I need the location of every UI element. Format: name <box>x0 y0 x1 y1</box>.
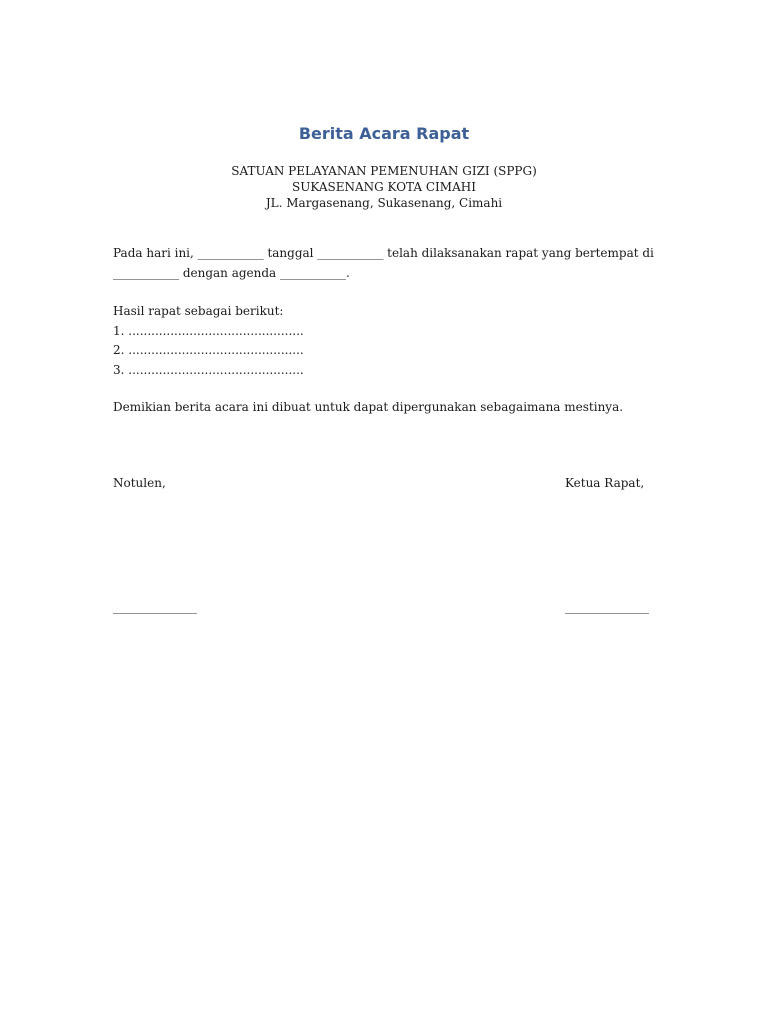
ketua-rapat-label: Ketua Rapat, <box>565 476 645 490</box>
results-item-1: 1. .............................................. <box>113 323 304 338</box>
opening-line-2: ___________ dengan agenda ___________. <box>113 265 350 280</box>
results-heading: Hasil rapat sebagai berikut: <box>113 304 284 318</box>
notulen-label: Notulen, <box>113 476 166 490</box>
results-item-2: 2. .............................................. <box>113 343 304 357</box>
document-title: Berita Acara Rapat <box>298 124 470 143</box>
ketua-rapat-signature-line: ______________ <box>565 600 649 614</box>
results-item-3: 3. .............................................. <box>113 362 304 377</box>
header-address: JL. Margasenang, Sukasenang, Cimahi <box>265 196 503 210</box>
header-organization-name: SATUAN PELAYANAN PEMENUHAN GIZI (SPPG) <box>231 164 537 178</box>
notulen-signature-line: ______________ <box>113 600 197 614</box>
organization-header <box>0 163 768 211</box>
closing-statement: Demikian berita acara ini dibuat untuk dapat dipergunakan sebagaimana mestinya. <box>113 400 624 414</box>
meeting-results <box>113 302 658 380</box>
opening-paragraph <box>113 244 658 283</box>
header-location: SUKASENANG KOTA CIMAHI <box>292 180 476 194</box>
opening-line-1: Pada hari ini, ___________ tanggal ___________ telah dilaksanakan rapat yang bertempat di <box>113 246 654 260</box>
